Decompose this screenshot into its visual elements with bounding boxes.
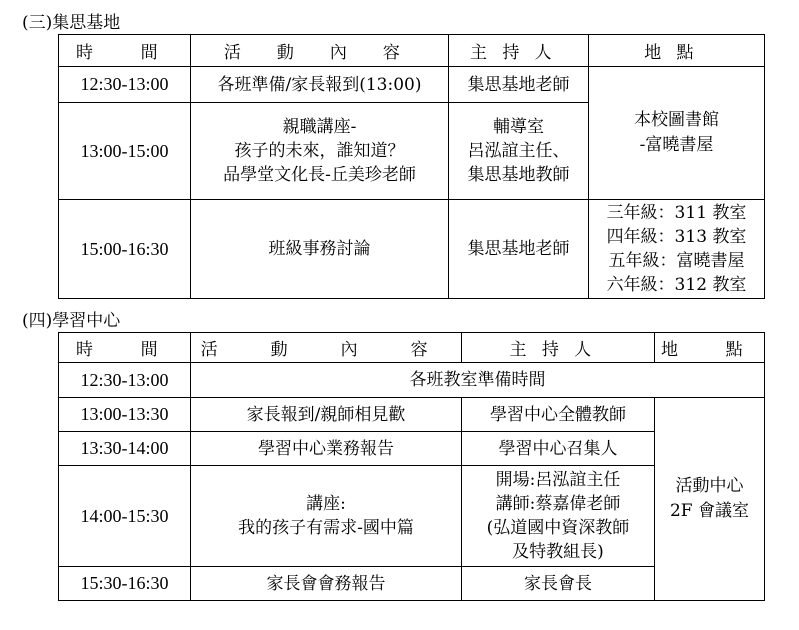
table-row bbox=[59, 363, 765, 398]
header-location: 地點 bbox=[589, 35, 765, 67]
header-activity: 活 動 內 容 bbox=[191, 35, 449, 67]
activity-cell: 家長會會務報告 bbox=[191, 567, 462, 601]
table-header-row bbox=[59, 35, 765, 67]
host-cell: 學習中心召集人 bbox=[462, 432, 655, 466]
table-row bbox=[59, 398, 765, 432]
location-cell-shared: 活動中心 2F 會議室 bbox=[655, 398, 765, 601]
host-cell: 集思基地老師 bbox=[449, 67, 589, 103]
time-cell: 13:00-15:00 bbox=[59, 103, 191, 200]
location-cell: 三年級：311 教室 四年級：313 教室 五年級：富曉書屋 六年級：312 教室 bbox=[589, 200, 765, 299]
time-cell: 14:00-15:30 bbox=[59, 466, 191, 567]
header-time: 時 間 bbox=[59, 35, 191, 67]
time-cell: 15:30-16:30 bbox=[59, 567, 191, 601]
activity-cell-spanning: 各班教室準備時間 bbox=[191, 363, 765, 398]
table-header-row bbox=[59, 333, 765, 363]
header-time: 時 間 bbox=[59, 333, 191, 363]
header-host: 主持人 bbox=[449, 35, 589, 67]
time-cell: 12:30-13:00 bbox=[59, 67, 191, 103]
header-activity: 活 動 內 容 bbox=[191, 333, 462, 363]
table-row bbox=[59, 67, 765, 103]
section-3-title: (三)集思基地 bbox=[22, 13, 121, 33]
host-cell: 學習中心全體教師 bbox=[462, 398, 655, 432]
activity-cell: 學習中心業務報告 bbox=[191, 432, 462, 466]
activity-cell: 班級事務討論 bbox=[191, 200, 449, 299]
table-row bbox=[59, 200, 765, 299]
host-cell: 開場:呂泓誼主任 講師:蔡嘉偉老師 (弘道國中資深教師 及特教組長) bbox=[462, 466, 655, 567]
time-cell: 12:30-13:00 bbox=[59, 363, 191, 398]
host-cell: 集思基地老師 bbox=[449, 200, 589, 299]
time-cell: 13:00-13:30 bbox=[59, 398, 191, 432]
activity-cell: 家長報到/親師相見歡 bbox=[191, 398, 462, 432]
time-cell: 13:30-14:00 bbox=[59, 432, 191, 466]
header-host: 主持人 bbox=[462, 333, 655, 363]
host-cell: 家長會長 bbox=[462, 567, 655, 601]
activity-cell: 親職講座- 孩子的未來，誰知道？ 品學堂文化長-丘美珍老師 bbox=[191, 103, 449, 200]
time-cell: 15:00-16:30 bbox=[59, 200, 191, 299]
activity-cell: 講座: 我的孩子有需求-國中篇 bbox=[191, 466, 462, 567]
section-4-schedule-table bbox=[58, 332, 765, 601]
section-4-title: (四)學習中心 bbox=[22, 311, 121, 331]
header-location: 地 點 bbox=[655, 333, 765, 363]
host-cell: 輔導室 呂泓誼主任、 集思基地教師 bbox=[449, 103, 589, 200]
activity-cell: 各班準備/家長報到(13:00) bbox=[191, 67, 449, 103]
location-cell-shared: 本校圖書館 -富曉書屋 bbox=[589, 67, 765, 200]
section-3-schedule-table bbox=[58, 34, 765, 299]
